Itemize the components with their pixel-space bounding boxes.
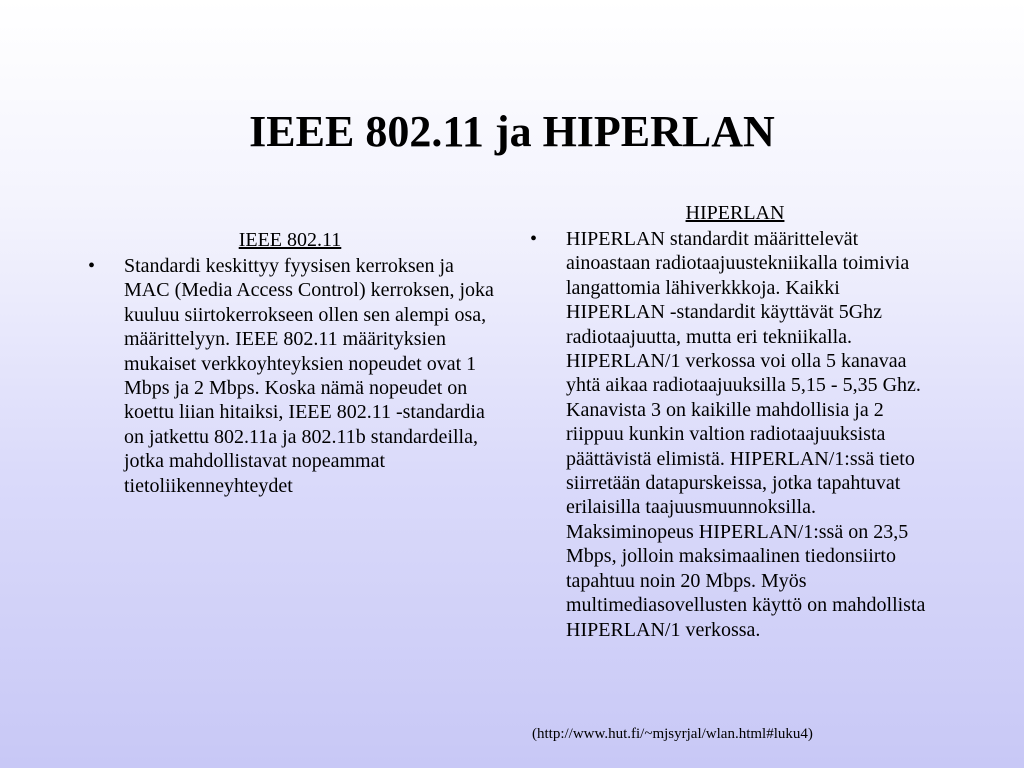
slide-title: IEEE 802.11 ja HIPERLAN: [249, 107, 775, 156]
left-bullet-text: Standardi keskittyy fyysisen kerroksen ja MAC (Media Access Control) kerroksen, joka kuuluu siirtokerrokseen ollen sen alempi osa, määrittelyyn. IEEE 802.11 määrityksien mukaiset verkkoyhteyksien nopeudet ovat 1 Mbps ja 2 Mbps. Koska nämä nopeudet on koettu liian hitaiksi, IEEE 802.11 -standardia on jatkettu 802.11a ja 802.11b standardeilla, jotka mahdollistavat nopeammat tietoliikenneyhteydet: [124, 255, 494, 497]
right-bullet-text: HIPERLAN standardit määrittelevät ainoastaan radiotaajuustekniikalla toimivia langattomia lähiverkkkoja. Kaikki HIPERLAN -standardit käyttävät 5Ghz radiotaajuutta, mutta eri tekniikalla. HIPERLAN/1 verkossa voi olla 5 kanavaa yhtä aikaa radiotaajuuksilla 5,15 - 5,35 Ghz. Kanavista 3 on kaikille mahdollisia ja 2 riippuu kunkin valtion radiotaajuuksista päättävistä elimistä. HIPERLAN/1:ssä tieto siirretään datapurskeissa, jotka tapahtuvat erilaisilla taajuusmuunnoksilla. Maksiminopeus HIPERLAN/1:ssä on 23,5 Mbps, jolloin maksimaalinen tiedonsiirto tapahtuu noin 20 Mbps. Myös multimediasovellusten käyttö on mahdollista HIPERLAN/1 verkossa.: [566, 228, 926, 641]
left-column-heading: IEEE 802.11: [238, 229, 342, 251]
right-column: [528, 201, 942, 642]
bullet-icon: •: [88, 255, 96, 277]
right-bullet-item: [528, 227, 942, 642]
left-bullet-item: [86, 254, 494, 498]
bullet-icon: •: [530, 228, 538, 250]
source-reference: (http://www.hut.fi/~mjsyrjal/wlan.html#luku4): [532, 726, 813, 742]
left-column: [86, 228, 494, 498]
right-column-heading: HIPERLAN: [685, 202, 785, 224]
